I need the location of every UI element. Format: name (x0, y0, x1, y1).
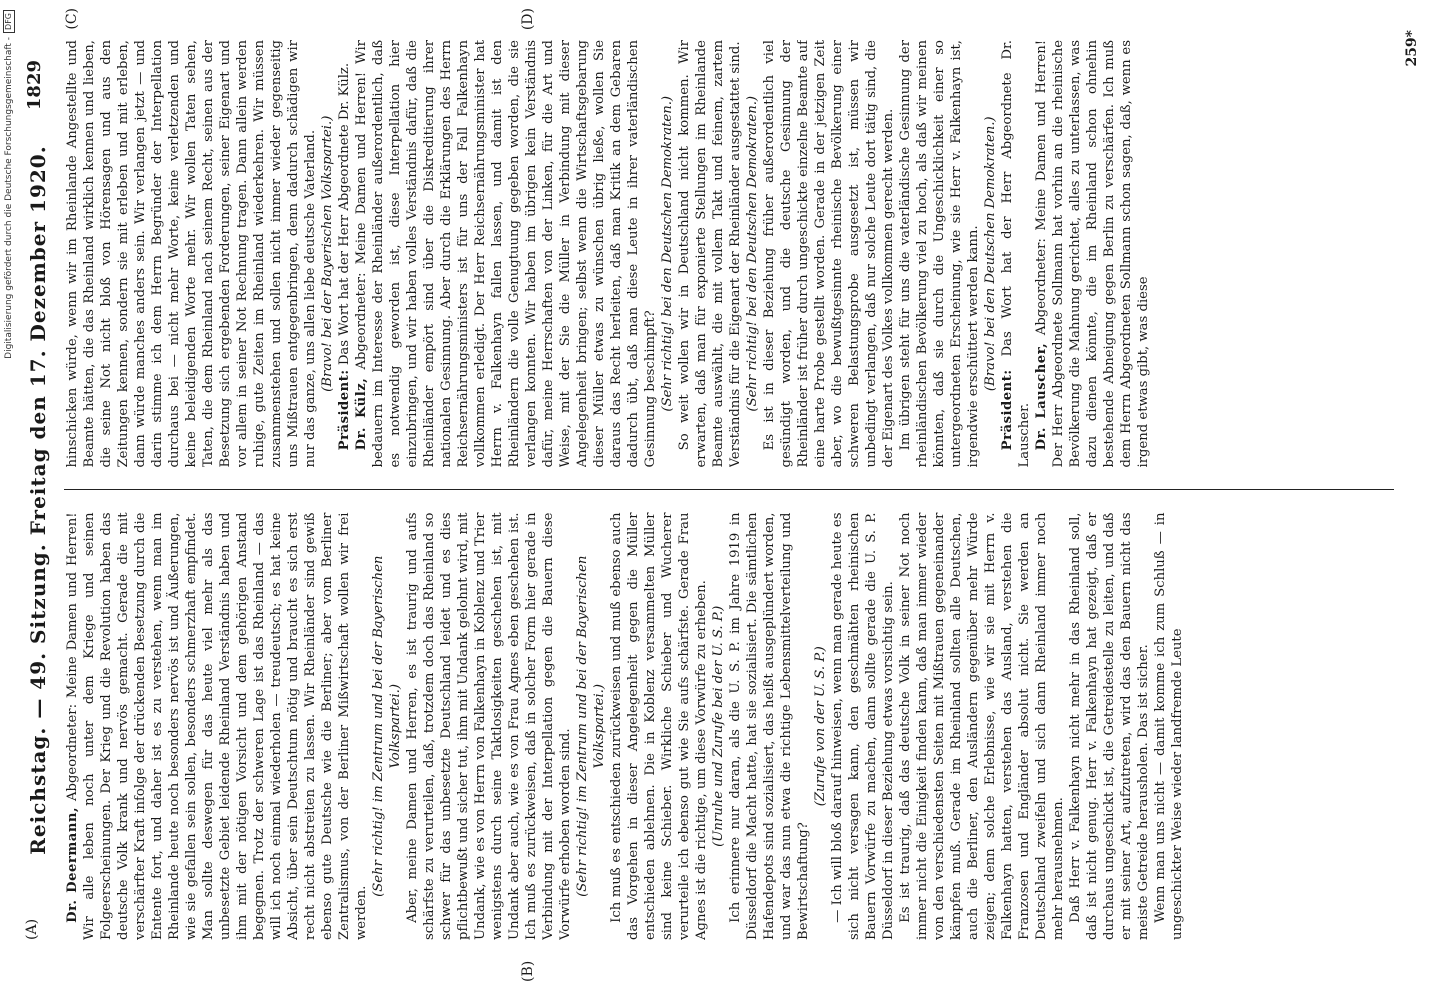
text-paragraph: hinschicken würde, wenn wir im Rheinlande Angestellte und Beamte hätten, die das Rheinland wirklich kennen und lieben, die seine Not nicht bloß von Hörensagen und aus den Zeitungen kennen, sondern sie mit erleben und mit erleben, dann würde manches anders sein. Wir verlangen jetzt — und darin stimme ich dem Herrn Begründer der Interpellation durchaus bei — nicht mehr Worte, keine verletzenden und keine beleidigenden Worte mehr. Wir wollen Taten sehen, Taten, die dem Rheinland nach seinem Recht, seinen aus der Besetzung sich ergebenden Forderungen, seiner Eigenart und vor allem in seiner Not Rechnung tragen. Dann allein werden ruhige, gute Zeiten im Rheinland wiederkehren. Wir müssen zusammenstehen und sollen nicht immer wieder gegenseitig uns Mißtrauen entgegenbringen, denn dadurch schädigen wir nur das ganze, uns allen liebe deutsche Vaterland. (65, 40, 318, 468)
digitization-credit (2, 0, 16, 1000)
margin-mark-c: (C) (64, 8, 80, 30)
speech-text: Das Wort hat der Herr Abgeordnete Dr. Lauscher. (1000, 40, 1032, 468)
text-paragraph: Es ist traurig, daß das deutsche Volk in seiner Not noch immer nicht die Einigkeit finden kann, daß man immer wieder von den verschiedensten Seiten mit Mißtrauen gegeneinander kämpfen muß. Gerade im Rheinland sollten alle Deutschen, auch die Berliner, den Ausländern gegenüber mehr Würde zeigen; denn solche Erlebnisse, wie wir sie mit Herrn v. Falkenhayn hatten, verstehen das Ausland, verstehen die Franzosen und Engländer absolut nicht. Sie werden an Deutschland zweifeln und sich dann Rheinland immer noch mehr herausnehmen. (898, 512, 1066, 940)
speech-paragraph (353, 40, 659, 468)
speaker-name: Dr. Külz, (354, 377, 369, 451)
speech-text: Abgeordneter: Meine Damen und Herren! Wir alle leben noch unter dem Kriege und seinen Folgeerscheinungen. Der Krieg und die Revolution haben das deutsche Volk krank und nervös gemacht. Gerade die mit verschärfter Kraft infolge der drückenden Besetzung durch die Entente fort, und daher ist es zu verstehen, wenn man im Rheinlande heute noch besonders nervös ist und Äußerungen, wie sie gefallen sein sollen, besonders schmerzhaft empfindet. Man sollte deswegen für das heute viel mehr als das unbesetzte Gebiet leidende Rheinland Verständnis haben und ihm mit der nötigen Vorsicht und dem gehörigen Anstand begegnen. Trotz der schweren Lage ist das Rheinland — das will ich noch einmal wiederholen — treudeutsch; es hat keine Absicht, über sein Deutschtum nötig und braucht es sich erst recht nicht abstreiten zu lassen. Wir Rheinländer sind gewiß ebenso gute Deutsche wie die Berliner; aber vom Berliner Zentralismus, von der Berliner Mißwirtschaft wollen wir frei werden. (65, 512, 369, 940)
speaker-name: Präsident: (337, 369, 352, 451)
text-paragraph: Im übrigen steht für uns die vaterländische Gesinnung der rheinländischen Bevölkerung viel zu hoch, als daß wir meinen könnten, daß sie durch die Ungeschicklichkeit einer so untergeordneten Erscheinung, wie sie Herr v. Falkenhayn ist, irgendwie erschüttert werden kann. (898, 40, 981, 468)
interjection: (Bravo! bei den Deutschen Demokraten.) (983, 116, 998, 392)
speaker-name: Präsident: (1000, 369, 1015, 451)
text-paragraph: — Ich will bloß darauf hinweisen, wenn man gerade heute es sich nicht versagen kann, den geschmähten rheinischen Bauern Vorwürfe zu machen, dann sollte gerade die U. S. P. Düsseldorf in dieser Beziehung etwas vorsichtig sein. (830, 512, 896, 940)
speech-paragraph (336, 40, 353, 468)
text-paragraph: Ich erinnere nur daran, als die U. S. P. im Jahre 1919 in Düsseldorf die Macht hatte, hat sie sozialisiert. Die sämtlichen Hafendepots sind sozialisiert, das heißt ausgeplündert worden, und war das nun etwa die richtige Lebensmittelverteilung und Bewirtschaftung? (728, 512, 811, 940)
speech-text: Das Wort hat der Herr Abgeordnete Dr. Külz. (337, 62, 352, 370)
margin-mark-a: (A) (24, 918, 40, 940)
speaker-name: Dr. Lauscher, (1034, 342, 1049, 451)
text-paragraph: Es ist in dieser Beziehung früher außerordentlich viel gesündigt worden, und die deutsche Gesinnung der Rheinländer ist früher durch ungeschickte einzelne Beamte auf eine harte Probe gestellt worden. Gerade in der jetzigen Zeit aber, wo die bewußtgesinnte rheinische Bevölkerung einer schweren Belastungsprobe ausgesetzt ist, müssen wir unbedingt verlangen, daß nur solche Leute dort tätig sind, die der Eigenart des Volkes vollkommen gerecht werden. (762, 40, 896, 468)
right-column (64, 40, 1394, 468)
text-paragraph: Aber, meine Damen und Herren, es ist traurig und aufs schärfste zu verurteilen, daß, trotzdem doch das Rheinland so schwer für das unbesetzte Deutschland leidet und es dies pflichtbewußt und sicher tut, ihm mit Undank gelohnt wird, mit Undank, wie es von Herrn von Falkenhayn in Koblenz und Trier wenigstens durch seine Taktlosigkeiten geschehen ist, mit Undank aber auch, wie es von Frau Agnes eben geschehen ist. Ich muß es zurückweisen, daß in solcher Form hier gerade in Verbindung mit der Interpellation gegen die Bauern diese Vorwürfe erhoben worden sind. (405, 512, 573, 940)
text-columns (64, 40, 1394, 940)
page-header (18, 60, 58, 940)
page-number: 1829 (24, 60, 45, 111)
interjection: (Zurufe von der U. S. P.) (813, 646, 828, 807)
interjection: (Sehr richtig! im Zentrum und bei der Bayerischen Volkspartei.) (371, 555, 403, 897)
interjection: (Sehr richtig! bei den Deutschen Demokraten.) (745, 95, 760, 412)
text-paragraph: So weit wollen wir in Deutschland nicht kommen. Wir erwarten, daß man für exponierte Stellungen im Rheinlande Beamte auswählt, die mit vollem Takt und feinem, zartem Verständnis für die Eigenart der Rheinländer ausgestattet sind. (677, 40, 743, 468)
text-paragraph: Wenn man uns nicht — damit komme ich zum Schluß — in ungeschickter Weise wieder landfremde Leute (1153, 512, 1185, 940)
credit-text: Digitalisierung gefördert durch die Deutsche Forschungsgemeinschaft - (4, 36, 14, 359)
column-divider (64, 490, 1394, 491)
interjection: (Bravo! bei der Bayerischen Volkspartei.) (320, 115, 335, 392)
speech-paragraph (1033, 40, 1152, 468)
margin-mark-d: (D) (520, 8, 536, 31)
speech-text: Abgeordneter: Meine Damen und Herren! Der Herr Abgeordnete Sollmann hat vorhin an die rheinische Bevölkerung die Mahnung gerichtet, alles zu unterlassen, was dazu dienen könnte, die im Rheinland schon ohnehin bestehende Abneigung gegen Berlin zu verschärfen. Ich muß dem Herrn Abgeordneten Sollmann schon sagen, daß, wenn es irgend etwas gibt, was diese (1034, 40, 1151, 468)
dfg-logo: DFG (3, 10, 15, 33)
interjection: (Sehr richtig! bei den Deutschen Demokraten.) (660, 95, 675, 412)
left-column (64, 513, 1394, 941)
speaker-name: Dr. Deermann, (65, 806, 80, 923)
margin-mark-b: (B) (520, 960, 536, 982)
page-signature: 259* (1404, 30, 1420, 67)
speech-text: Abgeordneter: Meine Damen und Herren! Wir bedauern im Interesse der Rheinländer außerordentlich, daß es notwendig geworden ist, diese Interpellation hier einzubringen, und wir haben volles Verständnis dafür, daß die Rheinländer empört sind über die Diskreditierung ihrer nationalen Gesinnung. Aber durch die Erklärungen des Herrn Reichsernährungsministers ist für uns der Fall Falkenhayn vollkommen erledigt. Der Herr Reichsernährungsminister hat Herrn v. Falkenhayn fallen lassen, und damit ist den Rheinländern die volle Genugtuung gegeben worden, die sie verlangen konnten. Wir haben im übrigen kein Verständnis dafür, meine Herrschaften von der Linken, für die Art und Weise, mit der Sie die Müller in Verbindung mit dieser Angelegenheit bringen; selbst wenn die Wirtschaftsgebarung dieser Müller etwas zu wünschen übrig ließe, wollen Sie daraus das Recht herleiten, daß man Kritik an dem Gebaren dadurch übt, daß man diese Leute in ihrer vaterländischen Gesinnung beschimpft? (354, 40, 658, 468)
text-paragraph: Ich muß es entschieden zurückweisen und muß ebenso auch das Vorgehen in dieser Angelegenheit gegen die Müller entschieden ablehnen. Die in Koblenz versammelten Müller sind keine Schieber. Wirkliche Schieber und Wucherer verurteile ich ebenso gut wie Sie aufs schärfste. Gerade Frau Agnes ist die richtige, um diese Vorwürfe zu erheben. (609, 512, 709, 940)
page-title: Reichstag. — 49. Sitzung. Freitag den 17. Dezember 1920. (26, 145, 50, 855)
interjection: (Unruhe und Zurufe bei der U. S. P.) (711, 605, 726, 847)
interjection: (Sehr richtig! im Zentrum und bei der Bayerischen Volkspartei.) (575, 555, 607, 897)
text-paragraph: Daß Herr v. Falkenhayn nicht mehr in das Rheinland soll, daß ist nicht genug. Herr v. Falkenhayn hat gezeigt, daß er durchaus ungeschickt ist, die Getreidestelle zu leiten, und daß er mit seiner Art, aufzutreten, wird das den Bauern nicht das meiste Getreide herausholen. Das ist sicher. (1068, 512, 1151, 940)
speech-paragraph (64, 513, 370, 941)
speech-paragraph (999, 40, 1033, 468)
